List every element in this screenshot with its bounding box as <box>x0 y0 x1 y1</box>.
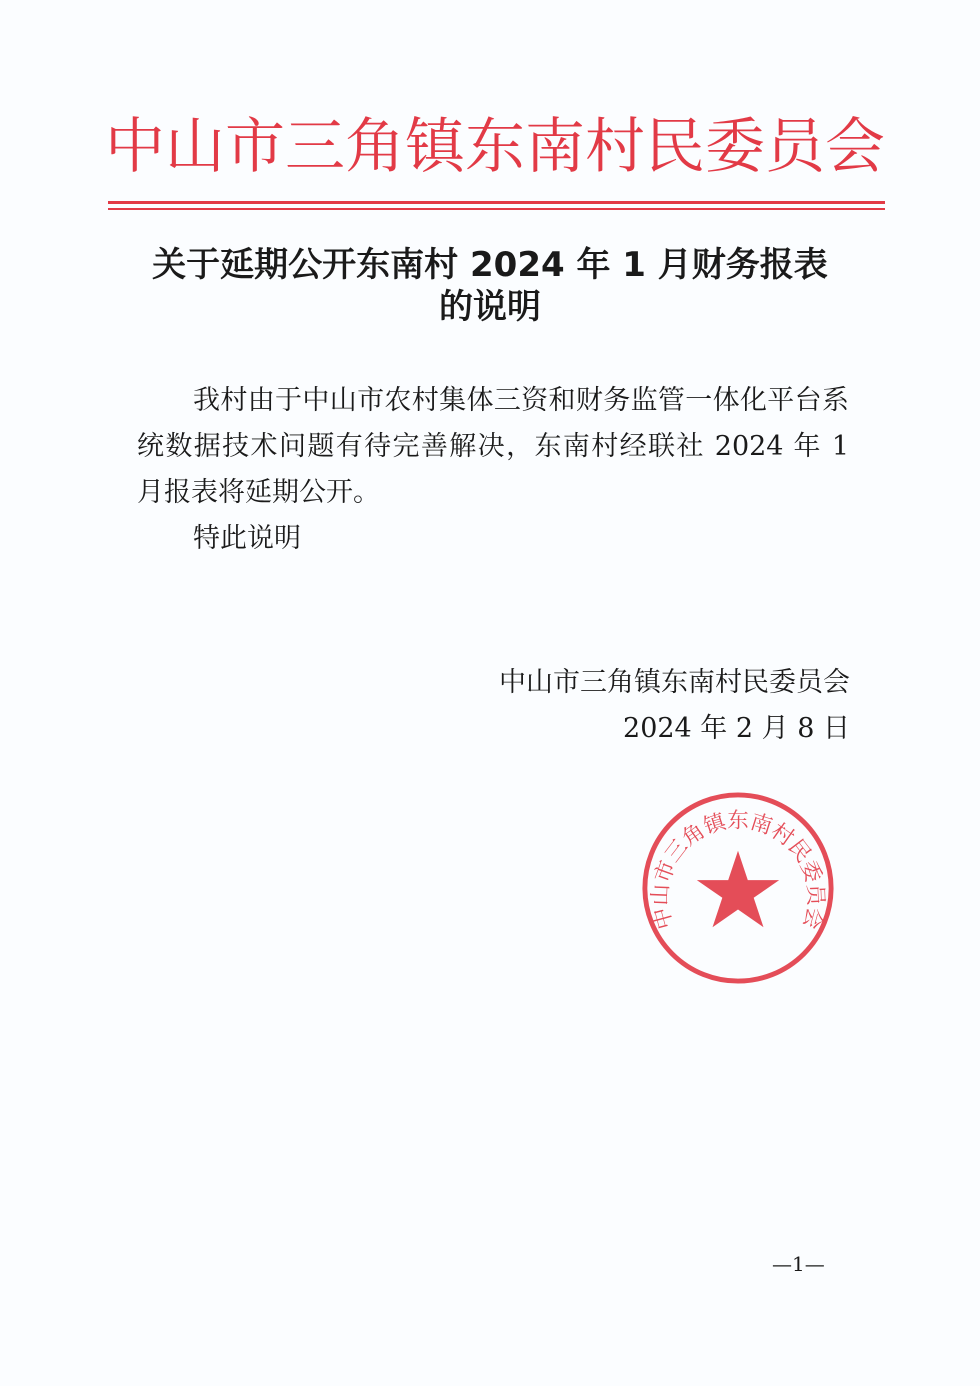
title-line-2: 的说明 <box>439 287 541 327</box>
issuer-header: 中山市三角镇东南村民委员会 <box>105 112 885 182</box>
header-divider-thick <box>108 201 885 204</box>
seal-text: 中山市三角镇东南村民委员会 <box>648 808 828 932</box>
signature-date: 2024 年 2 月 8 日 <box>623 713 850 744</box>
body-paragraph: 我村由于中山市农村集体三资和财务监管一体化平台系统数据技术问题有待完善解决，东南村经联社 2024 年 1 月报表将延期公开。 <box>137 385 849 508</box>
star-icon <box>697 851 779 927</box>
title-line-1: 关于延期公开东南村 2024 年 1 月财务报表 <box>152 245 828 285</box>
signature-block <box>499 660 850 752</box>
closing-remark: 特此说明 <box>193 523 301 554</box>
official-seal <box>640 790 836 986</box>
signature-organization: 中山市三角镇东南村民委员会 <box>499 667 850 698</box>
document-body <box>137 378 849 562</box>
page-number: —1— <box>772 1252 825 1276</box>
document-title <box>110 244 870 328</box>
header-divider-thin <box>108 208 885 210</box>
